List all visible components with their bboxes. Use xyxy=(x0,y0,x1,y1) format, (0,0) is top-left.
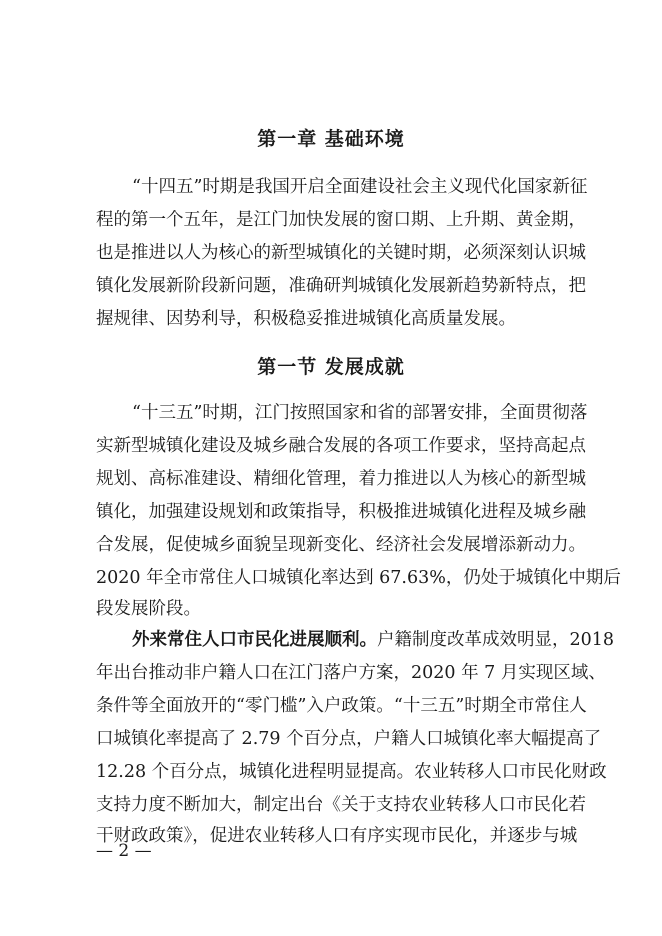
text-line: 实新型城镇化建设及城乡融合发展的各项工作要求，坚持高起点 xyxy=(96,436,586,456)
text-line: 规划、高标准建设、精细化管理，着力推进以人为核心的新型城 xyxy=(96,469,586,489)
text-line: 程的第一个五年，是江门加快发展的窗口期、上升期、黄金期， xyxy=(96,210,586,230)
text-line: 镇化，加强建设规划和政策指导，积极推进城镇化进程及城乡融 xyxy=(96,502,586,522)
text-span: 户籍制度改革成效明显，2018 xyxy=(377,630,615,650)
text-line: 支持力度不断加大，制定出台《关于支持农业转移人口市民化若 xyxy=(96,795,586,815)
text-line: 握规律、因势利导，积极稳妥推进城镇化高质量发展。 xyxy=(96,309,516,329)
section-title: 第一节 发展成就 xyxy=(257,356,405,378)
text-line: 条件等全面放开的“零门槛”入户政策。“十三五”时期全市常住人 xyxy=(96,696,587,716)
text-line: 2020 年全市常住人口城镇化率达到 67.63%，仍处于城镇化中期后 xyxy=(96,568,621,588)
text-line: “十三五”时期，江门按照国家和省的部署安排，全面贯彻落 xyxy=(132,403,588,423)
text-line: 干财政政策》，促进农业转移人口有序实现市民化，并逐步与城 xyxy=(96,826,578,846)
text-line: 也是推进以人为核心的新型城镇化的关键时期，必须深刻认识城 xyxy=(96,243,586,263)
text-line: 段发展阶段。 xyxy=(96,599,201,619)
page-number: — 2 — xyxy=(96,841,152,861)
bold-lead: 外来常住人口市民化进展顺利。 xyxy=(132,630,377,650)
text-line: 合发展，促使城乡面貌呈现新变化、经济社会发展增添新动力。 xyxy=(96,535,586,555)
text-line: 12.28 个百分点，城镇化进程明显提高。农业转移人口市民化财政 xyxy=(96,762,607,782)
text-line: “十四五”时期是我国开启全面建设社会主义现代化国家新征 xyxy=(132,177,588,197)
text-line xyxy=(132,624,615,657)
chapter-title: 第一章 基础环境 xyxy=(257,128,405,150)
text-line: 年出台推动非户籍人口在江门落户方案，2020 年 7 月实现区域、 xyxy=(96,663,606,683)
text-line: 镇化发展新阶段新问题，准确研判城镇化发展新趋势新特点，把 xyxy=(96,276,586,296)
text-line: 口城镇化率提高了 2.79 个百分点，户籍人口城镇化率大幅提高了 xyxy=(96,729,602,749)
